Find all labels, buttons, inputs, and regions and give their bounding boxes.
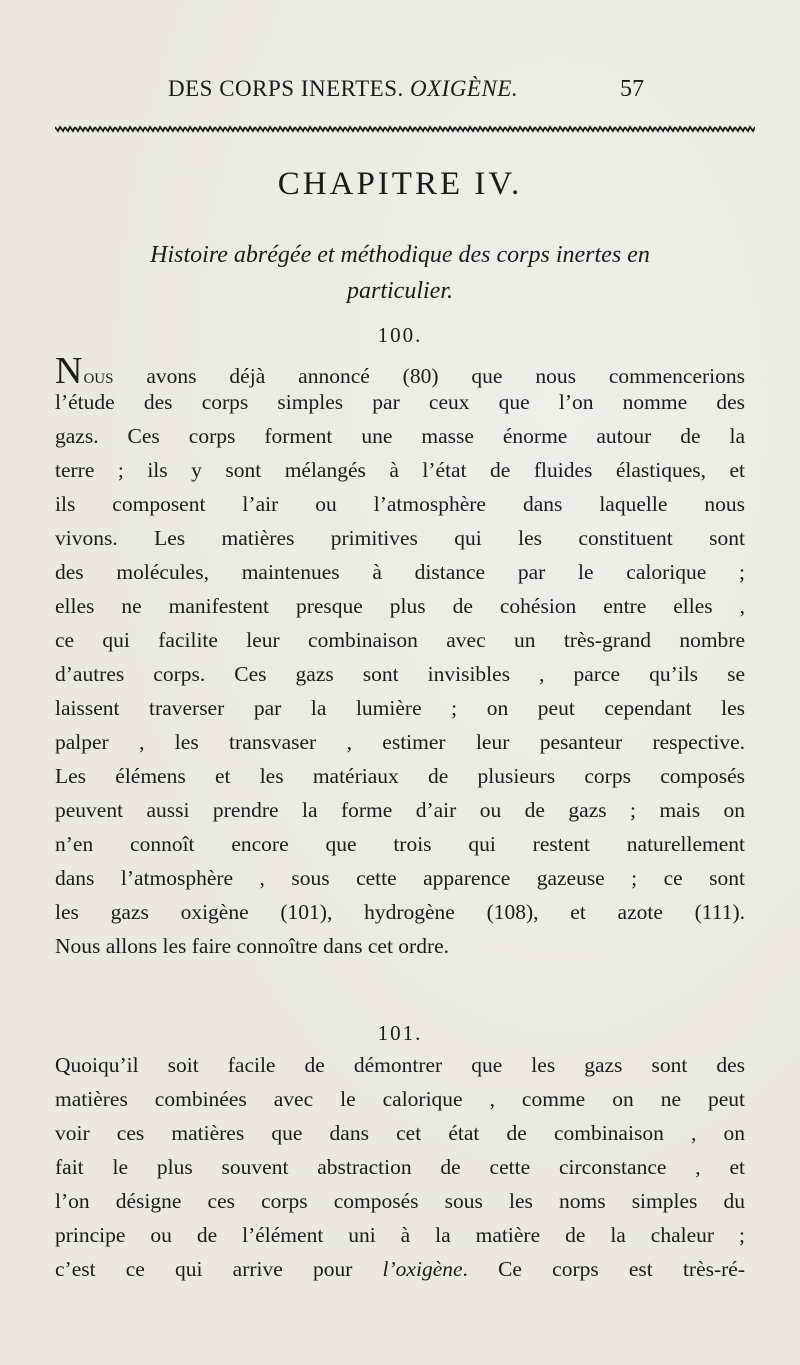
chapter-title: CHAPITRE IV. [277, 166, 523, 202]
line-text: avons déjà annoncé (80) que nous commencerions [113, 364, 745, 388]
subtitle-line: Histoire abrégée et méthodique des corps inertes en [150, 242, 650, 268]
text-line: principe ou de l’élément uni à la matière de la chaleur ; [55, 1223, 745, 1247]
running-head [0, 76, 800, 106]
text-line: gazs. Ces corps forment une masse énorme autour de la [55, 424, 745, 448]
chapter-subtitle [100, 237, 700, 309]
text-line: l’on désigne ces corps composés sous les noms simples du [55, 1189, 745, 1213]
text-line: matières combinées avec le calorique , comme on ne peut [55, 1087, 745, 1111]
text-line: fait le plus souvent abstraction de cette circonstance , et [55, 1155, 745, 1179]
italic-term: l’oxigène [382, 1257, 463, 1281]
text-line: elles ne manifestent presque plus de cohésion entre elles , [55, 594, 745, 618]
text-line: vivons. Les matières primitives qui les constituent sont [55, 526, 745, 550]
text-line: terre ; ils y sont mélangés à l’état de fluides élastiques, et [55, 458, 745, 482]
drop-capital: N [55, 356, 83, 390]
text-line: laissent traverser par la lumière ; on peut cependant les [55, 696, 745, 720]
text-line: ce qui facilite leur combinaison avec un très-grand nombre [55, 628, 745, 652]
running-title-text: DES CORPS INERTES. [168, 76, 404, 101]
text-line: palper , les transvaser , estimer leur pesanteur respective. [55, 730, 745, 754]
subtitle-line: particulier. [347, 278, 453, 304]
text-line: peuvent aussi prendre la forme d’air ou de gazs ; mais on [55, 798, 745, 822]
text-line: n’en connoît encore que trois qui restent naturellement [55, 832, 745, 856]
text-line: des molécules, maintenues à distance par le calorique ; [55, 560, 745, 584]
text-line: l’étude des corps simples par ceux que l’on nomme des [55, 390, 745, 414]
text-line [55, 1257, 745, 1291]
ornamental-rule [55, 124, 755, 134]
text-line: les gazs oxigène (101), hydrogène (108), et azote (111). [55, 900, 745, 924]
page-number: 57 [620, 76, 644, 102]
section-number: 101. [377, 1021, 423, 1045]
text-line: d’autres corps. Ces gazs sont invisibles , parce qu’ils se [55, 662, 745, 686]
text-line: Quoiqu’il soit facile de démontrer que les gazs sont des [55, 1053, 745, 1077]
text-line: Nous allons les faire connoître dans cet ordre. [55, 934, 450, 958]
running-subject: OXIGÈNE. [410, 76, 519, 101]
running-title [168, 76, 518, 102]
text-line: ils composent l’air ou l’atmosphère dans laquelle nous [55, 492, 745, 516]
text-line: voir ces matières que dans cet état de combinaison , on [55, 1121, 745, 1145]
line-text: . Ce corps est très-ré- [462, 1257, 745, 1281]
text-line [55, 356, 745, 390]
text-line: Les élémens et les matériaux de plusieurs corps composés [55, 764, 745, 788]
lettrine-rest: ous [83, 364, 114, 388]
section-number: 100. [377, 323, 423, 347]
line-text: c’est ce qui arrive pour [55, 1257, 383, 1281]
text-line: dans l’atmosphère , sous cette apparence gazeuse ; ce sont [55, 866, 745, 890]
